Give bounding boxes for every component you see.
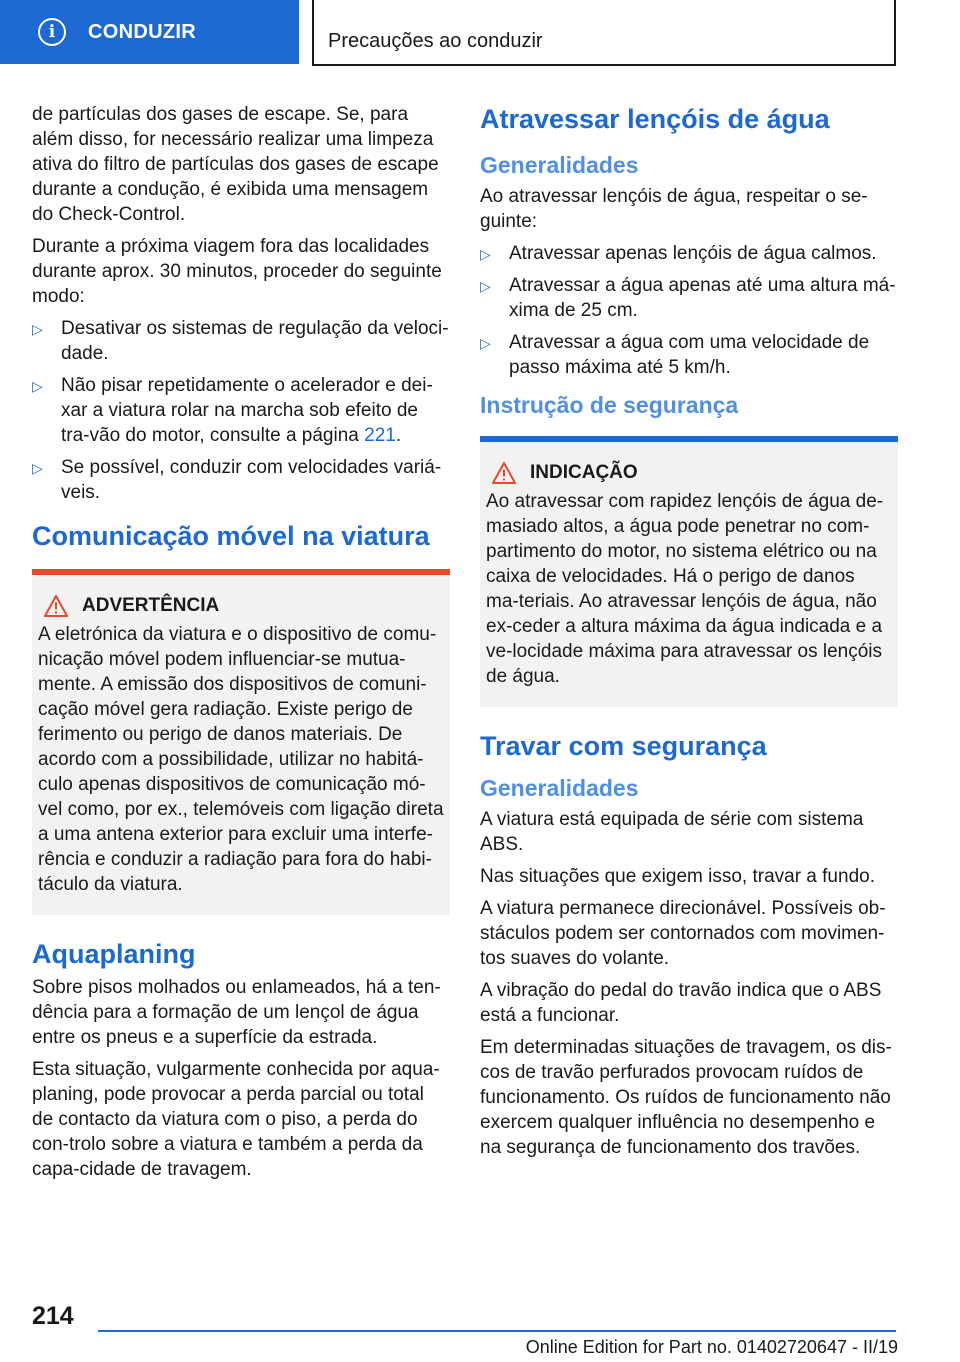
bullet-list <box>32 316 450 505</box>
paragraph: A viatura permanece direcionável. Possíveis ob‐stáculos podem ser contornados com movimen‐tos suaves do volante. <box>480 898 886 969</box>
info-icon: i <box>38 18 66 46</box>
footer-divider <box>98 1330 896 1332</box>
chapter-title: Precauções ao conduzir <box>328 30 543 52</box>
paragraph: A viatura está equipada de série com sistema ABS. <box>480 809 864 855</box>
triangle-bullet-icon: ▷ <box>32 378 43 394</box>
heading-comunicacao: Comunicação móvel na viatura <box>32 521 430 551</box>
warning-triangle-icon <box>44 595 68 617</box>
page-link[interactable]: 221 <box>364 425 396 446</box>
edition-label: Online Edition for Part no. 01402720647 - II/19 <box>525 1337 898 1357</box>
page-number: 214 <box>32 1302 74 1330</box>
chapter-header <box>312 0 896 66</box>
list-item: ▷ Não pisar repetidamente o acelerador e dei‐xar a viatura rolar na marcha sob efeito de tra‐vão do motor, consulte a página 221. <box>32 375 433 446</box>
heading-aquaplaning: Aquaplaning <box>32 939 196 969</box>
triangle-bullet-icon: ▷ <box>32 460 43 476</box>
section-label: CONDUZIR <box>88 20 196 43</box>
paragraph: A vibração do pedal do travão indica que o ABS está a funcionar. <box>480 980 882 1026</box>
warning-text: A eletrónica da viatura e o dispositivo de comu‐nicação móvel podem influenciar-se mutua‐mente. A emissão dos dispositivos de comuni‐cação móvel gera radiação. Existe perigo de ferimento ou perigo de danos materiais. De acordo com a possibilidade, utilizar no habitá‐culo apenas dispositivos de comunicação mó‐vel como, por ex., telemóveis com ligação direta a uma antena exterior para excluir uma interfe‐rência e conduzir a radiação para fora do habi‐táculo da viatura. <box>38 624 444 895</box>
triangle-bullet-icon: ▷ <box>480 335 491 351</box>
right-column <box>480 102 898 1167</box>
subheading-instrucao: Instrução de segurança <box>480 392 739 418</box>
notice-text: Ao atravessar com rapidez lençóis de água de‐masiado altos, a água pode penetrar no com‐partimento do motor, no sistema elétrico ou na caixa de velocidades. Há o perigo de danos ma‐teriais. Ao atravessar lençóis de água, não ex‐ceder a altura máxima da água indicada e a ve‐locidade máxima para atravessar os lençóis de água. <box>486 491 884 687</box>
triangle-bullet-icon: ▷ <box>480 278 491 294</box>
paragraph: Sobre pisos molhados ou enlameados, há a ten‐dência para a formação de um lençol de água entre os pneus e a superfície da estrada. <box>32 977 441 1048</box>
paragraph: Em determinadas situações de travagem, os dis‐cos de travão perfurados provocam ruídos de funcionamento. Os ruídos de funcionamento não exercem qualquer influência no desempenho e na segurança de funcionamento dos travões. <box>480 1037 892 1158</box>
heading-travar: Travar com segurança <box>480 731 767 761</box>
paragraph: Esta situação, vulgarmente conhecida por aqua‐planing, pode provocar a perda parcial ou total de contacto da viatura com o piso, a perda do con‐trolo sobre a viatura e também a perda da capa‐cidade de travagem. <box>32 1059 440 1180</box>
subheading-generalidades: Generalidades <box>480 775 639 801</box>
bullet-list <box>480 241 898 380</box>
list-item: ▷ Se possível, conduzir com velocidades variá‐veis. <box>32 457 442 503</box>
paragraph: de partículas dos gases de escape. Se, para além disso, for necessário realizar uma limpeza ativa do filtro de partículas dos gases de escape durante a condução, é exibida uma mensagem do Check-Control. <box>32 104 439 225</box>
notice-box <box>480 436 898 707</box>
left-column <box>32 102 450 1189</box>
list-item: ▷ Atravessar apenas lençóis de água calmos. <box>480 241 898 266</box>
heading-atravessar: Atravessar lençóis de água <box>480 104 830 134</box>
triangle-bullet-icon: ▷ <box>32 321 43 337</box>
paragraph: Ao atravessar lençóis de água, respeitar o se‐guinte: <box>480 186 868 232</box>
subheading-generalidades: Generalidades <box>480 152 639 178</box>
paragraph: Nas situações que exigem isso, travar a fundo. <box>480 866 875 887</box>
triangle-bullet-icon: ▷ <box>480 246 491 262</box>
warning-box <box>32 569 450 915</box>
list-item: ▷ Desativar os sistemas de regulação da veloci‐dade. <box>32 318 449 364</box>
list-item: ▷ Atravessar a água com uma velocidade de passo máxima até 5 km/h. <box>480 332 870 378</box>
warning-triangle-icon <box>492 462 516 484</box>
list-item: ▷ Atravessar a água apenas até uma altura má‐xima de 25 cm. <box>480 275 896 321</box>
section-tab <box>0 0 299 64</box>
paragraph: Durante a próxima viagem fora das localidades durante aprox. 30 minutos, proceder do seguinte modo: <box>32 236 442 307</box>
warning-title: ADVERTÊNCIA <box>82 595 220 616</box>
notice-title: INDICAÇÃO <box>530 462 638 483</box>
